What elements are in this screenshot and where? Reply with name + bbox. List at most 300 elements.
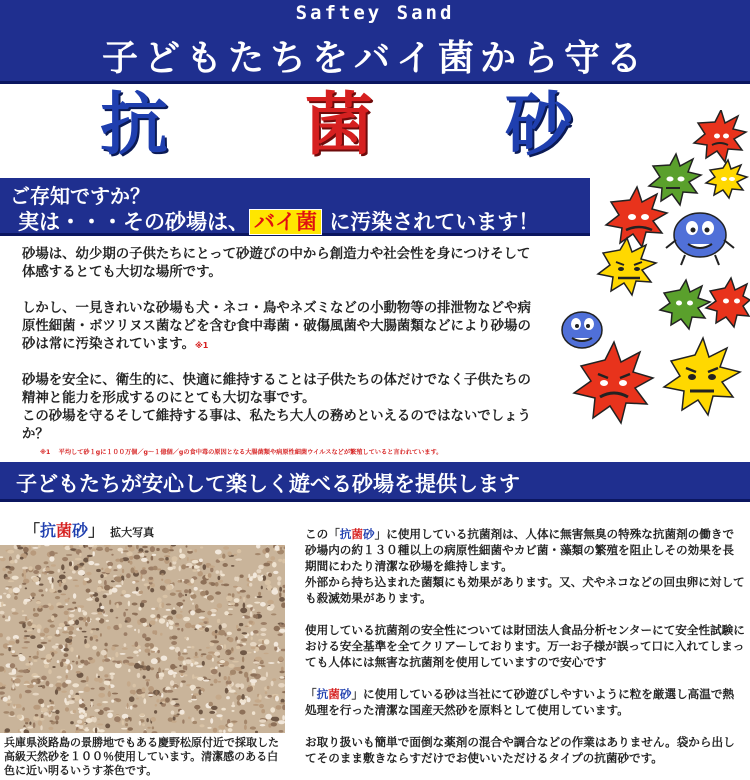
sand-grain xyxy=(221,623,227,628)
sand-grain xyxy=(239,687,241,689)
sand-grain xyxy=(55,689,58,695)
sand-grain xyxy=(179,670,186,673)
sand-grain xyxy=(75,585,79,587)
sand-grain xyxy=(253,704,259,706)
sand-grain xyxy=(57,676,62,679)
sand-grain xyxy=(260,602,266,607)
sand-grain xyxy=(145,649,151,653)
sand-grain xyxy=(147,561,149,564)
sand-grain xyxy=(115,585,121,588)
sand-grain xyxy=(115,652,118,658)
sand-grain xyxy=(237,549,241,553)
sand-grain xyxy=(187,646,191,648)
sand-grain xyxy=(190,663,193,667)
sand-grain xyxy=(217,619,220,623)
sand-grain xyxy=(106,681,111,686)
sand-grain xyxy=(119,624,122,629)
sand-grain xyxy=(69,614,75,618)
sand-grain xyxy=(278,633,283,636)
paragraph-2-mark: ※1 xyxy=(195,341,209,350)
sand-grain xyxy=(98,676,100,678)
sand-grain xyxy=(98,580,102,584)
sand-grain xyxy=(162,548,169,553)
sand-grain xyxy=(138,607,141,611)
sand-grain xyxy=(168,567,174,571)
germ-illustration xyxy=(560,110,750,460)
sand-grain xyxy=(7,645,12,647)
sand-grain xyxy=(132,603,138,606)
sand-grain xyxy=(49,551,55,557)
sand-grain xyxy=(86,718,93,723)
sand-grain xyxy=(87,617,90,623)
sand-grain xyxy=(222,554,225,559)
sand-grain xyxy=(128,663,135,666)
sand-grain xyxy=(171,641,177,645)
sand-grain xyxy=(210,582,215,586)
sand-grain xyxy=(250,727,256,730)
desc-1-pre: この「 xyxy=(305,527,340,541)
sand-grain xyxy=(97,718,99,720)
sand-grain xyxy=(91,628,96,630)
sand-grain xyxy=(249,577,253,581)
sand-grain xyxy=(223,584,229,587)
sand-grain xyxy=(170,680,174,686)
sand-grain xyxy=(185,666,187,671)
sand-grain xyxy=(98,678,103,683)
sand-grain xyxy=(197,677,204,681)
sand-grain xyxy=(134,570,138,573)
sand-grain xyxy=(25,587,27,589)
sand-grain xyxy=(79,563,84,566)
sand-grain xyxy=(49,684,54,687)
sand-grain xyxy=(90,636,93,640)
sand-grain xyxy=(108,692,111,698)
sand-grain xyxy=(133,704,138,707)
desc-para-3: 使用している抗菌剤の安全性については財団法人食品分析センターにて安全性試験における安全基準を全てクリアーしております。万一お子様が誤って口に入れてしまっても人体には無害な抗菌剤を使用していますので安心です xyxy=(305,623,745,669)
sand-grain xyxy=(181,680,186,682)
sand-grain xyxy=(184,674,188,676)
sand-grain xyxy=(207,595,214,601)
sand-grain xyxy=(220,725,225,729)
sand-grain xyxy=(116,661,120,664)
sand-grain xyxy=(72,683,79,687)
sand-grain xyxy=(48,727,53,730)
sand-grain xyxy=(37,629,40,633)
notice-bar xyxy=(0,178,590,236)
sand-grain xyxy=(33,608,35,612)
sand-grain xyxy=(105,724,110,729)
sand-grain xyxy=(70,690,74,695)
sand-grain xyxy=(63,585,67,590)
sand-grain xyxy=(274,626,280,631)
sand-grain xyxy=(246,595,250,599)
sand-grain xyxy=(278,720,285,724)
sand-grain xyxy=(79,725,83,729)
sand-grain xyxy=(192,560,199,564)
sand-grain xyxy=(13,704,15,707)
desc-1-char-b: 菌 xyxy=(351,527,364,541)
sand-grain xyxy=(195,624,200,628)
sand-grain xyxy=(277,581,280,585)
sand-grain xyxy=(217,603,223,608)
sand-grain xyxy=(172,666,177,668)
sand-grain xyxy=(10,560,15,564)
sand-grain xyxy=(245,626,249,628)
sand-grain xyxy=(132,591,138,594)
sand-grain xyxy=(55,710,59,714)
paragraph-2-text: しかし、一見きれいな砂場も犬・ネコ・鳥やネズミなどの小動物等の排泄物などや病原性細菌・ボツリヌス菌などを含む食中毒菌・破傷風菌や大腸菌類などにより砂場の砂は常に汚染されています。 xyxy=(22,301,531,352)
sand-grain xyxy=(208,702,213,707)
sand-grain xyxy=(57,627,62,629)
sand-grain xyxy=(57,681,61,683)
sand-grain xyxy=(26,629,32,631)
sand-grain xyxy=(56,630,59,635)
desc-1-char-a: 抗 xyxy=(339,527,352,541)
sand-grain xyxy=(241,694,244,700)
sand-grain xyxy=(75,620,79,626)
sand-grain xyxy=(114,716,121,722)
sand-grain xyxy=(155,704,158,707)
sand-grain xyxy=(182,653,188,655)
sand-grain xyxy=(258,576,263,581)
sand-grain xyxy=(78,570,85,576)
sand-grain xyxy=(253,572,257,577)
sand-grain xyxy=(76,671,81,674)
sand-grain xyxy=(227,551,231,555)
sand-grain xyxy=(184,637,187,639)
sand-grain xyxy=(100,574,103,578)
sand-grain xyxy=(40,680,43,682)
sand-grain xyxy=(198,571,203,577)
sand-grain xyxy=(19,585,22,589)
sand-grain xyxy=(27,726,33,729)
sand-grain xyxy=(76,655,78,658)
sand-grain xyxy=(225,649,231,655)
sand-grain xyxy=(88,561,94,565)
sand-grain xyxy=(271,613,277,615)
sand-grain xyxy=(11,608,15,612)
sand-grain xyxy=(245,637,248,639)
sand-grain xyxy=(39,718,44,721)
sand-grain xyxy=(277,576,281,581)
sand-grain xyxy=(254,699,261,703)
sand-grain xyxy=(70,721,74,724)
sand-grain xyxy=(70,647,73,652)
germ-yellow-small-icon xyxy=(706,160,747,198)
sand-grain xyxy=(150,588,154,592)
sand-grain xyxy=(240,650,247,655)
sand-grain xyxy=(228,676,231,682)
sand-grain xyxy=(206,654,212,660)
sand-grain xyxy=(19,693,22,698)
sand-grain xyxy=(106,620,109,622)
sand-grain xyxy=(260,724,266,726)
sand-grain xyxy=(71,698,75,700)
sand-grain xyxy=(112,588,118,593)
sand-grain xyxy=(37,651,39,656)
sand-grain xyxy=(177,628,180,630)
sand-grain xyxy=(48,669,52,674)
sand-grain xyxy=(81,664,84,666)
sand-grain xyxy=(122,648,128,650)
sand-grain xyxy=(215,630,218,634)
sand-grain xyxy=(142,546,148,549)
sand-grain xyxy=(33,705,40,710)
sand-grain xyxy=(8,616,10,621)
sand-grain xyxy=(58,569,61,573)
germ-yellow-large-icon xyxy=(664,338,740,415)
sand-grain xyxy=(68,695,71,698)
sand-grain xyxy=(122,569,124,573)
sand-grain xyxy=(258,592,261,596)
sand-grain xyxy=(59,581,62,587)
sand-grain xyxy=(151,608,155,610)
sand-grain xyxy=(2,615,5,618)
sand-grain xyxy=(251,637,253,641)
sand-grain xyxy=(10,711,15,716)
desc-1-char-c: 砂 xyxy=(363,527,375,541)
sand-grain xyxy=(208,651,215,653)
sand-grain xyxy=(134,613,138,616)
sand-grain xyxy=(54,552,58,554)
sand-grain xyxy=(36,601,41,604)
sand-grain xyxy=(187,557,189,561)
sand-grain xyxy=(35,565,41,570)
sand-grain xyxy=(65,625,70,627)
sand-grain xyxy=(250,679,257,683)
top-banner xyxy=(0,0,750,84)
sand-grain xyxy=(221,574,225,577)
sand-grain xyxy=(158,558,164,561)
sand-grain xyxy=(104,643,107,647)
sand-grain xyxy=(110,674,113,679)
sand-grain xyxy=(95,597,99,602)
sand-grain xyxy=(32,693,39,696)
sand-grain xyxy=(99,729,105,732)
sand-grain xyxy=(219,672,221,677)
sand-grain xyxy=(80,712,83,714)
sand-grain xyxy=(8,571,12,574)
sand-grain xyxy=(166,585,172,591)
desc-4-post: 」に使用している砂は当社にて砂遊びしやすいように粒を厳選し高温で熱処理を行った清潔な国産天然砂を原料として使用しています。 xyxy=(305,687,735,717)
sand-grain xyxy=(260,660,263,663)
sand-grain xyxy=(121,580,123,585)
sand-grain xyxy=(114,576,120,581)
sand-grain xyxy=(240,590,246,593)
sand-grain xyxy=(261,709,265,713)
sand-grain xyxy=(199,724,204,727)
sand-grain xyxy=(170,593,176,596)
sand-grain xyxy=(200,718,205,720)
sand-grain xyxy=(11,678,13,681)
sand-grain xyxy=(31,619,33,623)
sand-grain xyxy=(28,657,33,661)
sand-grain xyxy=(212,658,214,662)
title-char-3: 砂 xyxy=(505,86,574,165)
sand-grain xyxy=(47,636,52,639)
banner-english-title: Saftey Sand xyxy=(295,2,455,24)
sand-grain xyxy=(45,567,50,571)
sand-grain xyxy=(185,659,192,664)
sand-grain xyxy=(79,627,82,630)
sand-grain xyxy=(91,688,95,690)
sand-grain xyxy=(38,606,41,609)
section-title: 子どもたちが安心して楽しく遊べる砂場を提供します xyxy=(16,472,520,496)
germ-blue-icon xyxy=(666,213,734,265)
sand-grain xyxy=(141,600,147,603)
desc-para-1 xyxy=(305,526,745,574)
sand-grain xyxy=(130,717,132,721)
sand-grain xyxy=(85,643,90,648)
sand-grain xyxy=(172,556,178,562)
sand-grain xyxy=(40,725,42,730)
sand-grain xyxy=(262,640,264,645)
sand-grain xyxy=(181,628,183,632)
sand-grain xyxy=(140,713,145,716)
sand-grain xyxy=(165,690,167,692)
sand-grain xyxy=(178,651,181,656)
sand-grain xyxy=(72,570,76,573)
sand-grain xyxy=(175,590,181,592)
sand-grain xyxy=(122,720,125,725)
sand-grain xyxy=(188,717,191,720)
sand-grain xyxy=(275,696,279,702)
sand-grain xyxy=(45,588,47,591)
sand-grain xyxy=(195,604,199,610)
sand-grain xyxy=(120,653,126,655)
sand-grain xyxy=(125,723,128,726)
sand-grain xyxy=(3,711,9,714)
sand-grain xyxy=(25,663,30,666)
sand-grain xyxy=(156,699,159,703)
sand-grain xyxy=(199,616,205,618)
sand-grain xyxy=(32,577,39,582)
sand-grain xyxy=(235,558,242,560)
sand-grain xyxy=(28,668,31,671)
sand-grain xyxy=(107,710,114,712)
sand-grain xyxy=(250,611,253,617)
sand-grain xyxy=(49,720,53,722)
sand-grain xyxy=(148,694,154,696)
sand-grain xyxy=(127,703,129,709)
sand-grain xyxy=(206,625,212,627)
sand-grain xyxy=(207,611,212,616)
sand-grain xyxy=(12,576,19,580)
sand-grain xyxy=(49,699,51,702)
sand-grain xyxy=(16,554,20,559)
sand-grain xyxy=(183,600,186,602)
sand-grain xyxy=(233,667,240,670)
sand-grain xyxy=(192,566,194,569)
sand-grain xyxy=(232,661,239,663)
sand-grain xyxy=(58,590,62,593)
sand-grain xyxy=(145,550,149,552)
sand-grain xyxy=(90,630,93,633)
sand-grain xyxy=(3,593,6,595)
sand-grain xyxy=(139,649,142,652)
sand-grain xyxy=(59,575,66,580)
sand-grain xyxy=(33,676,40,678)
sand-grain xyxy=(136,655,138,657)
sand-grain xyxy=(70,548,76,551)
sand-grain xyxy=(102,659,104,662)
sand-grain xyxy=(22,614,27,616)
sand-grain xyxy=(61,564,64,570)
sand-grain xyxy=(155,690,157,696)
desc-4-char-b: 菌 xyxy=(328,687,340,701)
sand-grain xyxy=(270,707,275,712)
sand-grain xyxy=(8,580,14,582)
sand-grain xyxy=(166,622,168,627)
sand-grain xyxy=(164,555,170,557)
sand-grain xyxy=(56,687,60,690)
sand-grain xyxy=(79,699,83,704)
sand-grain xyxy=(151,717,156,722)
sand-grain xyxy=(168,717,173,721)
sand-grain xyxy=(190,685,196,690)
sand-grain xyxy=(155,618,157,621)
sand-grain xyxy=(250,642,257,647)
sand-grain xyxy=(150,614,155,618)
sand-grain xyxy=(68,631,73,635)
sand-grain xyxy=(114,698,119,701)
sand-grain xyxy=(51,615,55,621)
sand-grain xyxy=(77,720,82,724)
sand-grain xyxy=(268,662,275,664)
sand-grain xyxy=(29,722,31,725)
sand-grain xyxy=(159,676,163,679)
sand-grain xyxy=(100,633,102,637)
sand-grain xyxy=(164,579,171,584)
sand-grain xyxy=(173,673,175,677)
sand-grain xyxy=(279,587,282,592)
sand-grain xyxy=(174,715,179,718)
sand-grain xyxy=(8,696,11,700)
sand-grain xyxy=(24,684,30,686)
sand-grain xyxy=(169,621,174,625)
sand-grain xyxy=(101,568,103,571)
sand-grain xyxy=(12,684,14,689)
sand-grain xyxy=(22,707,25,711)
sand-grain xyxy=(246,696,248,698)
sand-grain xyxy=(198,622,204,625)
sand-grain xyxy=(124,632,128,636)
sand-grain xyxy=(228,637,233,642)
germ-yellow-icon xyxy=(598,238,656,295)
sand-grain xyxy=(47,705,50,707)
sand-grain xyxy=(178,656,184,661)
sand-grain xyxy=(142,567,146,569)
sand-grain xyxy=(103,595,107,599)
sand-grain xyxy=(60,661,64,667)
sand-grain xyxy=(14,678,20,683)
sand-grain xyxy=(195,652,198,657)
sand-grain xyxy=(157,597,162,602)
sand-grain xyxy=(146,681,149,686)
sand-grain xyxy=(140,569,147,574)
sand-grain xyxy=(120,594,123,596)
sand-grain xyxy=(179,554,186,559)
sand-grain xyxy=(17,715,22,720)
sand-grain xyxy=(102,701,108,703)
sand-grain xyxy=(171,610,176,615)
sand-grain xyxy=(42,686,45,689)
sand-grain xyxy=(149,577,154,580)
sand-grain xyxy=(66,675,68,679)
sand-grain xyxy=(129,696,135,702)
sand-grain xyxy=(200,591,206,596)
sand-grain xyxy=(280,623,282,626)
